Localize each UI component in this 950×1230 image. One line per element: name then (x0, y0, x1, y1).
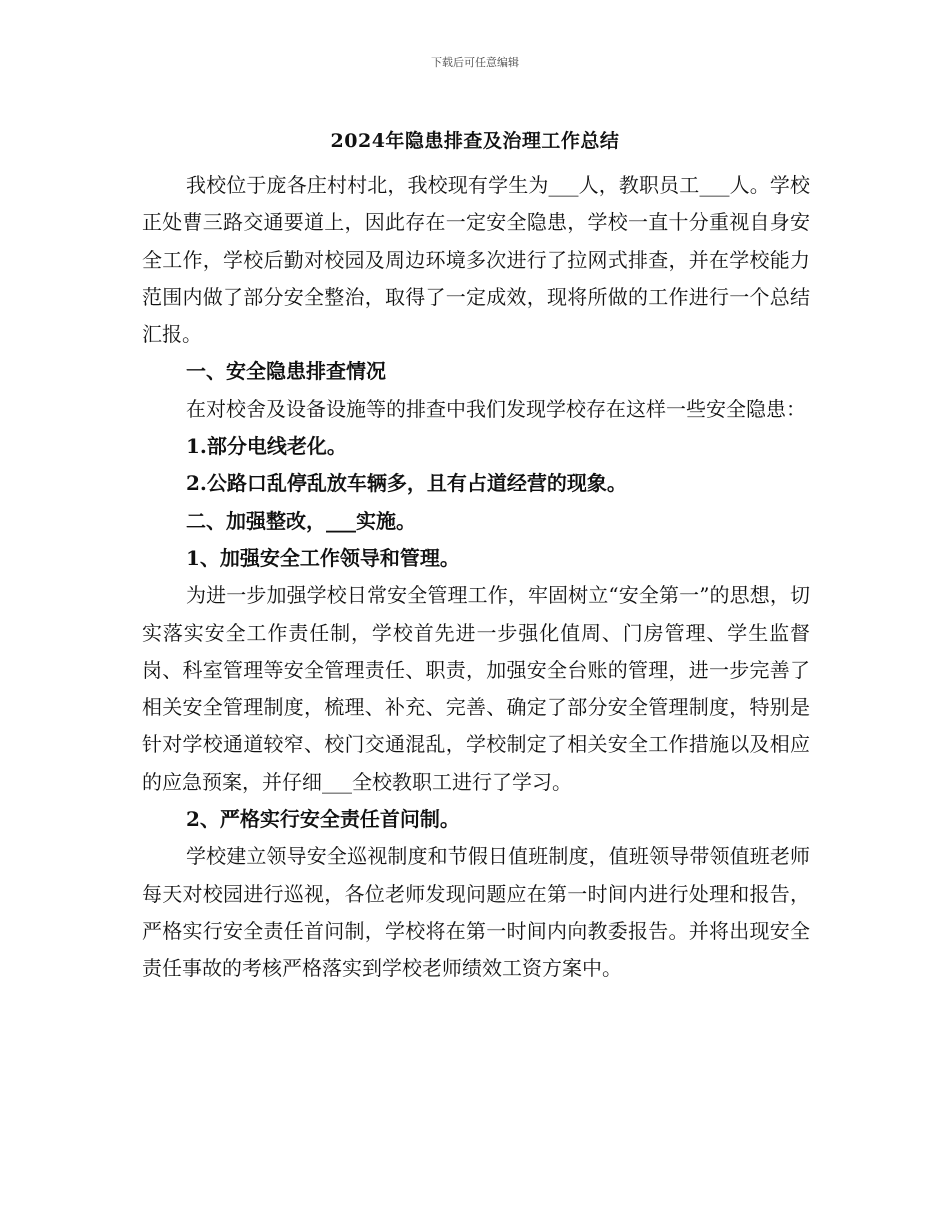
subsection-heading-2: 2、严格实行安全责任首问制。 (186, 807, 460, 832)
subsection-heading-1: 1、加强安全工作领导和管理。 (186, 545, 460, 570)
paragraph-intro: 我校位于庞各庄村村北，我校现有学生为___人，教职员工___人。学校正处曹三路交通要道上，因此存在一定安全隐患，学校一直十分重视自身安全工作，学校后勤对校园及周边环境多次进行了拉网式排查，并在学校能力范围内做了部分安全整治，取得了一定成效，现将所做的工作进行一个总结汇报。 (142, 173, 810, 347)
section-heading-2: 二、加强整改，___实施。 (186, 508, 416, 533)
finding-item-2: 2.公路口乱停乱放车辆多，且有占道经营的现象。 (186, 471, 627, 496)
header-note: 下载后可任意编辑 (431, 56, 519, 69)
paragraph-management: 为进一步加强学校日常安全管理工作，牢固树立“安全第一”的思想，切实落实安全工作责任制，学校首先进一步强化值周、门房管理、学生监督岗、科室管理等安全管理责任、职责，加强安全台账的管理，进一步完善了相关安全管理制度，梳理、补充、完善、确定了部分安全管理制度，特别是针对学校通道较窄、校门交通混乱，学校制定了相关安全工作措施以及相应的应急预案，并仔细___全校教职工进行了学习。 (142, 583, 810, 794)
document-title: 2024年隐患排查及治理工作总结 (330, 130, 620, 152)
paragraph-responsibility: 学校建立领导安全巡视制度和节假日值班制度，值班领导带领值班老师每天对校园进行巡视，各位老师发现问题应在第一时间内进行处理和报告，严格实行安全责任首问制，学校将在第一时间内向教委报告。并将出现安全责任事故的考核严格落实到学校老师绩效工资方案中。 (142, 844, 810, 981)
paragraph-findings: 在对校舍及设备设施等的排查中我们发现学校存在这样一些安全隐患： (186, 396, 806, 421)
finding-item-1: 1.部分电线老化。 (186, 434, 347, 459)
document-body (142, 167, 810, 988)
section-heading-1: 一、安全隐患排查情况 (186, 359, 386, 384)
